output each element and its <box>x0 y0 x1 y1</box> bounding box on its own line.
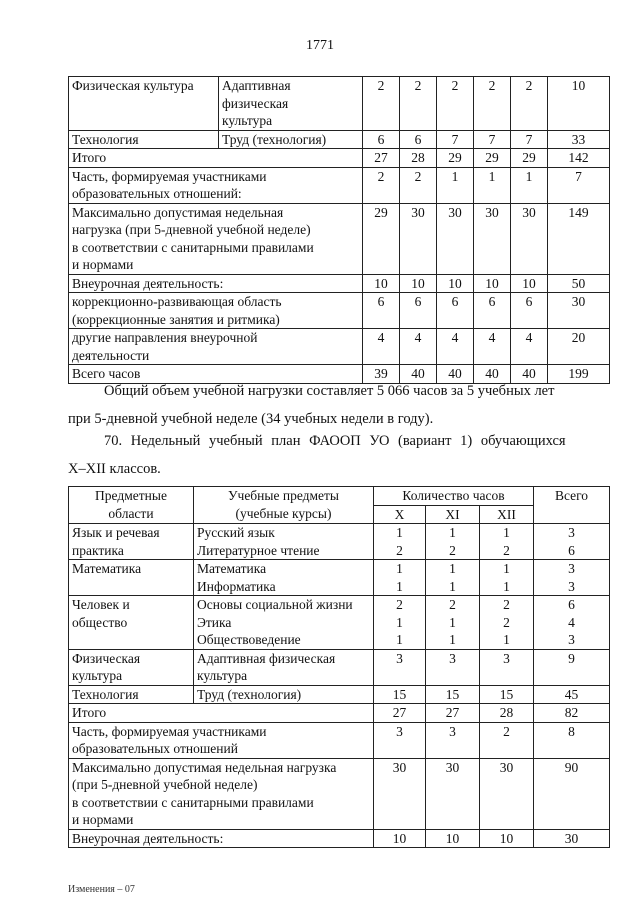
cell-line: и нормами <box>72 812 134 827</box>
hours-grade-x <box>374 722 426 758</box>
cell-line: 3 <box>568 632 575 647</box>
cell-line: 2 <box>396 542 403 558</box>
cell-line: 1 <box>503 561 510 576</box>
hours-value: 6 <box>400 293 437 329</box>
row-label <box>69 329 363 365</box>
hours-total <box>534 685 610 704</box>
hours-grade-x <box>374 649 426 685</box>
cell-line: 1 <box>449 614 456 630</box>
cell-line: другие направления внеурочной <box>72 330 258 345</box>
hours-total: 149 <box>548 203 610 274</box>
curriculum-table-grades-10-12 <box>68 486 610 848</box>
hours-value: 6 <box>511 293 548 329</box>
cell-line: 8 <box>568 723 575 739</box>
hours-total: 10 <box>548 77 610 131</box>
table-row <box>69 365 610 384</box>
hours-value: 30 <box>400 203 437 274</box>
hours-value: 10 <box>363 274 400 293</box>
cell-line: Математика <box>72 561 142 576</box>
hours-value: 40 <box>511 365 548 384</box>
cell-line: Адаптивная физическая <box>197 650 336 666</box>
cell-line: Часть, формируемая участниками <box>72 168 267 184</box>
cell-line: Математика <box>197 561 267 576</box>
row-label <box>69 203 363 274</box>
cell-line: Физическая <box>72 650 141 666</box>
hours-total: 199 <box>548 365 610 384</box>
hours-value: 30 <box>437 203 474 274</box>
hours-total <box>534 560 610 596</box>
table-row <box>69 130 610 149</box>
cell-line: 3 <box>449 650 456 666</box>
hours-total: 33 <box>548 130 610 149</box>
table-row <box>69 685 610 704</box>
hours-total <box>534 722 610 758</box>
hours-value: 30 <box>474 203 511 274</box>
hours-value: 39 <box>363 365 400 384</box>
cell-line: деятельности <box>72 347 150 363</box>
hours-total <box>534 829 610 848</box>
cell-line: в соответствии с санитарными правилами <box>72 794 314 810</box>
table-row <box>69 203 610 274</box>
hours-grade-x <box>374 758 426 829</box>
cell-line: культура <box>197 668 248 683</box>
cell-line: 30 <box>564 830 579 846</box>
row-label <box>69 704 374 723</box>
cell-line: 3 <box>568 578 575 594</box>
hours-total: 20 <box>548 329 610 365</box>
hours-value: 1 <box>474 167 511 203</box>
cell-line: практика <box>72 542 124 558</box>
header-grade-xi: XI <box>426 505 480 524</box>
cell-line: (при 5-дневной учебной неделе) <box>72 777 258 792</box>
table-row <box>69 274 610 293</box>
table-row <box>69 560 610 596</box>
hours-value: 7 <box>474 130 511 149</box>
table-row <box>69 293 610 329</box>
hours-grade-xii <box>480 704 534 723</box>
row-label <box>69 758 374 829</box>
cell-line: 2 <box>503 723 510 739</box>
hours-value: 6 <box>437 293 474 329</box>
cell-line: 15 <box>445 686 460 702</box>
hours-grade-xi <box>426 829 480 848</box>
hours-value: 27 <box>363 149 400 168</box>
cell-line: 15 <box>392 686 407 702</box>
cell-line: Итого <box>72 150 107 165</box>
cell-line: Русский язык <box>197 525 275 540</box>
cell-line: культура <box>222 113 273 128</box>
cell-line: нагрузка (при 5-дневной учебной неделе) <box>72 222 311 237</box>
cell-line: Итого <box>72 705 107 720</box>
cell-line: 3 <box>396 650 403 666</box>
cell-line: 4 <box>568 614 575 630</box>
cell-line: Информатика <box>197 578 276 594</box>
table-row <box>69 649 610 685</box>
table-row <box>69 77 610 131</box>
cell-line: коррекционно-развивающая область <box>72 294 282 309</box>
cell-line: 2 <box>503 614 510 630</box>
hours-total: 50 <box>548 274 610 293</box>
cell-line: культура <box>72 668 123 683</box>
cell-line: 2 <box>449 542 456 558</box>
cell-line: 30 <box>499 759 514 775</box>
cell-line: физическая <box>222 95 289 111</box>
hours-value: 10 <box>437 274 474 293</box>
hours-grade-xi <box>426 758 480 829</box>
hours-grade-xii <box>480 829 534 848</box>
subject-name <box>219 130 363 149</box>
hours-value: 4 <box>511 329 548 365</box>
hours-value: 10 <box>474 274 511 293</box>
cell-line: 82 <box>564 705 579 720</box>
hours-value: 6 <box>363 293 400 329</box>
hours-total <box>534 649 610 685</box>
cell-line: Труд (технология) <box>222 131 327 147</box>
table-row <box>69 829 610 848</box>
hours-total <box>534 596 610 650</box>
cell-line: 1 <box>396 614 403 630</box>
cell-line: Часть, формируемая участниками <box>72 723 267 739</box>
cell-line: 1 <box>503 632 510 647</box>
subject-name <box>194 524 374 560</box>
hours-grade-x <box>374 524 426 560</box>
cell-line: Внеурочная деятельность: <box>72 830 224 846</box>
cell-line: 15 <box>499 686 514 702</box>
cell-line: Обществоведение <box>197 632 301 647</box>
subject-name <box>219 77 363 131</box>
total-load-line-1: Общий объем учебной нагрузки составляет 5 066 часов за 5 учебных лет <box>104 383 555 399</box>
cell-line: Максимально допустимая недельная нагрузка <box>72 759 337 775</box>
cell-line: 27 <box>392 705 407 720</box>
cell-line: 10 <box>445 830 460 846</box>
hours-grade-xi <box>426 596 480 650</box>
cell-line: Человек и <box>72 597 130 612</box>
hours-grade-xi <box>426 560 480 596</box>
hours-total <box>534 758 610 829</box>
subject-area <box>69 560 194 596</box>
hours-grade-x <box>374 560 426 596</box>
hours-total <box>534 524 610 560</box>
cell-line: 1 <box>396 578 403 594</box>
table-row <box>69 167 610 203</box>
subject-name <box>194 649 374 685</box>
header-grade-xii: XII <box>480 505 534 524</box>
hours-value: 6 <box>400 130 437 149</box>
hours-grade-x <box>374 829 426 848</box>
hours-grade-xi <box>426 704 480 723</box>
hours-value: 2 <box>363 77 400 131</box>
subject-area <box>69 649 194 685</box>
hours-value: 7 <box>437 130 474 149</box>
hours-value: 4 <box>474 329 511 365</box>
hours-value: 40 <box>400 365 437 384</box>
cell-line: 1 <box>449 561 456 576</box>
cell-line: (коррекционные занятия и ритмика) <box>72 311 280 327</box>
footer-revision-note: Изменения – 07 <box>68 884 135 895</box>
hours-value: 29 <box>511 149 548 168</box>
row-label <box>69 722 374 758</box>
cell-line: Максимально допустимая недельная <box>72 204 284 220</box>
cell-line: 1 <box>396 561 403 576</box>
row-label <box>69 167 363 203</box>
cell-line: Всего часов <box>72 366 141 381</box>
hours-value: 2 <box>363 167 400 203</box>
header-subject-areas: Предметные области <box>69 487 194 524</box>
cell-line: 1 <box>449 525 456 540</box>
cell-line: 6 <box>568 542 575 558</box>
table-row <box>69 704 610 723</box>
cell-line: 6 <box>568 597 575 612</box>
cell-line: 9 <box>568 650 575 666</box>
row-label <box>69 829 374 848</box>
hours-value: 2 <box>400 77 437 131</box>
hours-value: 2 <box>400 167 437 203</box>
header-subjects: Учебные предметы (учебные курсы) <box>194 487 374 524</box>
hours-value: 2 <box>437 77 474 131</box>
hours-grade-xii <box>480 560 534 596</box>
hours-value: 1 <box>437 167 474 203</box>
hours-value: 6 <box>474 293 511 329</box>
cell-line: 3 <box>503 650 510 666</box>
cell-line: 2 <box>503 542 510 558</box>
cell-line: 3 <box>449 723 456 739</box>
hours-grade-x <box>374 685 426 704</box>
cell-line: 27 <box>445 705 460 720</box>
row-label <box>69 365 363 384</box>
hours-grade-x <box>374 596 426 650</box>
hours-value: 10 <box>511 274 548 293</box>
cell-line: в соответствии с санитарными правилами <box>72 239 314 255</box>
hours-value: 10 <box>400 274 437 293</box>
hours-value: 4 <box>437 329 474 365</box>
hours-value: 40 <box>437 365 474 384</box>
hours-grade-xii <box>480 524 534 560</box>
hours-grade-xii <box>480 649 534 685</box>
hours-value: 29 <box>474 149 511 168</box>
subject-name <box>194 560 374 596</box>
table-row <box>69 524 610 560</box>
hours-grade-xi <box>426 685 480 704</box>
row-label <box>69 293 363 329</box>
hours-grade-xii <box>480 685 534 704</box>
cell-line: образовательных отношений <box>72 741 238 756</box>
cell-line: и нормами <box>72 257 134 272</box>
row-label <box>69 149 363 168</box>
hours-value: 29 <box>363 203 400 274</box>
table-header-row <box>69 487 610 506</box>
cell-line: 3 <box>568 561 575 576</box>
cell-line: Язык и речевая <box>72 525 160 540</box>
hours-value: 7 <box>511 130 548 149</box>
cell-line: 2 <box>449 597 456 612</box>
section-70-heading <box>68 432 609 478</box>
table-row <box>69 758 610 829</box>
hours-value: 40 <box>474 365 511 384</box>
hours-value: 1 <box>511 167 548 203</box>
header-hours: Количество часов <box>374 487 534 506</box>
hours-grade-xii <box>480 596 534 650</box>
table-row <box>69 596 610 650</box>
hours-grade-xi <box>426 722 480 758</box>
cell-line: 10 <box>392 830 407 846</box>
subject-area <box>69 524 194 560</box>
cell-line: 1 <box>396 525 403 540</box>
cell-line: 28 <box>499 705 514 720</box>
cell-line: 1 <box>503 525 510 540</box>
cell-line: 45 <box>564 686 579 702</box>
cell-line: Внеурочная деятельность: <box>72 275 224 291</box>
subject-name <box>194 596 374 650</box>
subject-name <box>194 685 374 704</box>
hours-grade-xi <box>426 524 480 560</box>
hours-total: 142 <box>548 149 610 168</box>
cell-line: Этика <box>197 614 232 630</box>
subject-area: Физическая культура <box>69 77 219 131</box>
cell-line: 30 <box>445 759 460 775</box>
header-grade-x: X <box>374 505 426 524</box>
total-load-line-2: при 5-дневной учебной неделе (34 учебных недели в году). <box>68 411 434 427</box>
hours-grade-xii <box>480 758 534 829</box>
cell-line: 1 <box>449 578 456 594</box>
curriculum-table-grades-5-9 <box>68 76 610 384</box>
cell-line: Технология <box>72 686 139 702</box>
section-70-line-1: 70. Недельный учебный план ФАООП УО (вариант 1) обучающихся <box>104 433 566 449</box>
hours-value: 2 <box>511 77 548 131</box>
total-load-paragraph <box>68 382 609 428</box>
cell-line: 1 <box>503 578 510 594</box>
header-total: Всего <box>534 487 610 524</box>
cell-line: 1 <box>396 632 403 647</box>
hours-total: 7 <box>548 167 610 203</box>
section-70-line-2: X–XII классов. <box>68 461 161 477</box>
cell-line: Литературное чтение <box>197 542 320 558</box>
subject-area: Технология <box>69 130 219 149</box>
hours-value: 30 <box>511 203 548 274</box>
cell-line: 10 <box>499 830 514 846</box>
cell-line: 30 <box>392 759 407 775</box>
row-label <box>69 274 363 293</box>
hours-value: 6 <box>363 130 400 149</box>
subject-area <box>69 685 194 704</box>
hours-total: 30 <box>548 293 610 329</box>
cell-line: Труд (технология) <box>197 686 302 702</box>
hours-value: 29 <box>437 149 474 168</box>
cell-line: образовательных отношений: <box>72 186 242 201</box>
cell-line: Основы социальной жизни <box>197 597 353 612</box>
table-row <box>69 722 610 758</box>
cell-line: 90 <box>564 759 579 775</box>
cell-line: 3 <box>396 723 403 739</box>
page-number: 1771 <box>306 38 334 53</box>
hours-total <box>534 704 610 723</box>
cell-line: 2 <box>503 597 510 612</box>
table-row <box>69 329 610 365</box>
hours-value: 4 <box>400 329 437 365</box>
cell-line: 1 <box>449 632 456 647</box>
cell-line: Адаптивная <box>222 78 291 93</box>
cell-line: общество <box>72 614 128 630</box>
cell-line: 3 <box>568 525 575 540</box>
hours-value: 4 <box>363 329 400 365</box>
hours-value: 2 <box>474 77 511 131</box>
hours-grade-xii <box>480 722 534 758</box>
hours-grade-xi <box>426 649 480 685</box>
cell-line: 2 <box>396 597 403 612</box>
subject-area <box>69 596 194 650</box>
table-row <box>69 149 610 168</box>
hours-value: 28 <box>400 149 437 168</box>
hours-grade-x <box>374 704 426 723</box>
